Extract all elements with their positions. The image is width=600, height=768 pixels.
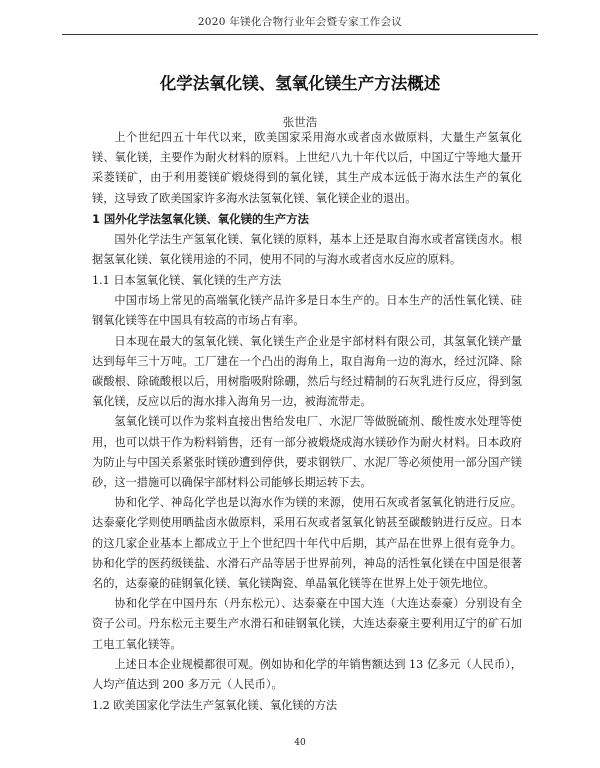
paragraph-section1-intro: 国外化学法生产氢氧化镁、氧化镁的原料，基本上还是取自海水或者富镁卤水。根据氢氧化镁、氧化镁用途的不同，使用不同的与海水或者卤水反应的原料。	[92, 232, 522, 267]
paragraph-intro: 上个世纪四五十年代以来，欧美国家采用海水或者卤水做原料，大量生产氢氧化镁、氧化镁，主要作为耐火材料的原料。上世纪八九十年代以后，中国辽宁等地大量开采菱镁矿，由于利用菱镁矿煅烧得到的氧化镁，其生产成本远低于海水法生产的氧化镁，这导致了欧美国家许多海水法氢氧化镁、氧化镁企业的退出。	[92, 131, 522, 205]
page-number: 40	[294, 738, 306, 748]
running-header: 2020 年镁化合物行业年会暨专家工作会议	[197, 16, 403, 28]
paragraph-kyowa-konoshima: 协和化学、神岛化学也是以海水作为镁的来源，使用石灰或者氢氧化钠进行反应。达泰豪化学则使用晒盐卤水做原料，采用石灰或者氢氧化钠甚至碳酸钠进行反应。日本的这几家企业基本上都成立于上个世纪四十年代中后期，其产品在世界上很有竞争力。协和化学的医药级镁盐、水滑石产品等居于世界前列，神岛的活性氧化镁在中国是很著名的，达泰豪的硅钢氧化镁、氧化镁陶瓷、单晶氧化镁等在世界上处于领先地位。	[92, 496, 522, 591]
paragraph-company-scale: 上述日本企业规模都很可观。例如协和化学的年销售额达到 13 亿多元（人民币），人均产值达到 200 多万元（人民币）。	[92, 657, 522, 692]
subsection-heading-1-2: 1.2 欧美国家化学法生产氢氧化镁、氧化镁的方法	[92, 699, 338, 713]
subsection-heading-1-1: 1.1 日本氢氧化镁、氧化镁的生产方法	[92, 274, 282, 288]
paper-title: 化学法氧化镁、氢氧化镁生产方法概述	[159, 74, 441, 93]
paragraph-china-subsidiaries: 协和化学在中国丹东（丹东松元）、达泰豪在中国大连（大连达泰豪）分别设有全资子公司。丹东松元主要生产水滑石和硅钢氧化镁，大连达泰豪主要利用辽宁的矿石加工电工氧化镁等。	[92, 597, 522, 651]
paragraph-ube-materials: 日本现在最大的氢氧化镁、氧化镁生产企业是宇部材料有限公司，其氢氧化镁产量达到每年三十万吨。工厂建在一个凸出的海角上，取自海角一边的海水，经过沉降、除碳酸根、除硫酸根以后，用树脂吸附除硼，然后与经过精制的石灰乳进行反应，得到氢氧化镁，反应以后的海水排入海角另一边，被海流带走。	[92, 334, 522, 409]
section-heading-1: 1 国外化学法氢氧化镁、氧化镁的生产方法	[92, 211, 309, 226]
body-text	[92, 128, 522, 716]
header-rule	[62, 34, 538, 35]
author-name: 张世浩	[282, 115, 318, 129]
paragraph-japan-market: 中国市场上常见的高端氧化镁产品许多是日本生产的。日本生产的活性氧化镁、硅钢氧化镁等在中国具有较高的市场占有率。	[92, 294, 522, 328]
paragraph-mg-hydroxide-uses: 氢氧化镁可以作为浆料直接出售给发电厂、水泥厂等做脱硫剂、酸性废水处理等使用，也可以烘干作为粉料销售，还有一部分被煅烧成海水镁砂作为耐火材料。日本政府为防止与中国关系紧张时镁砂遭到停供，要求钢铁厂、水泥厂等必须使用一部分国产镁砂，这一措施可以确保宇部材料公司能够长期运转下去。	[92, 415, 522, 490]
